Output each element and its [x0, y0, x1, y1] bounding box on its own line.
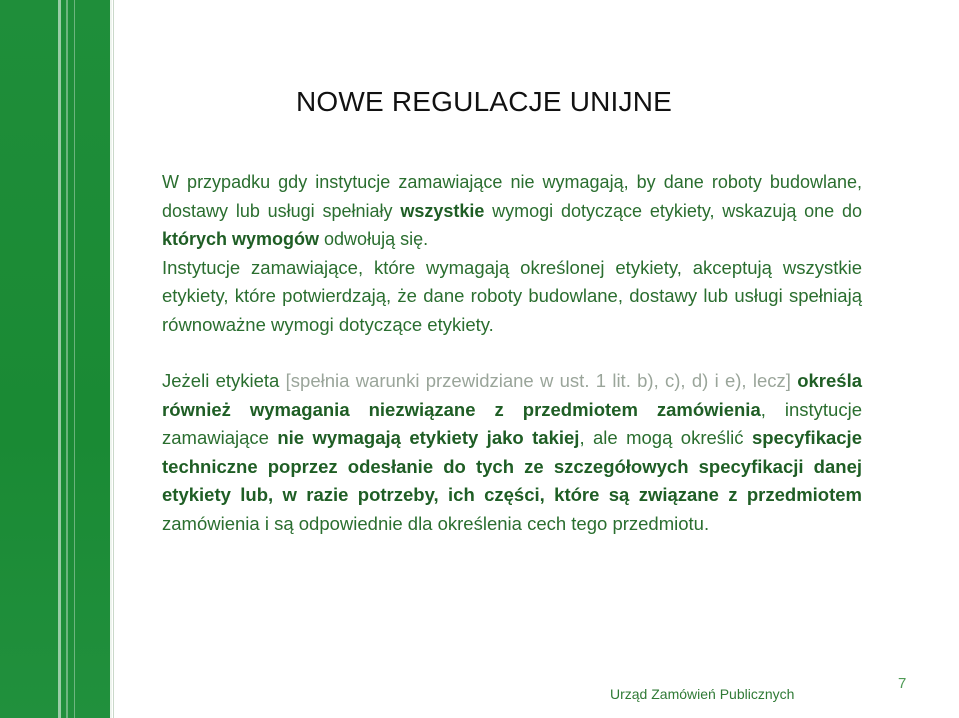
- text-run: , instytucje zamawiające: [162, 398, 862, 448]
- page-number: 7: [898, 675, 907, 692]
- text-run: Jeżeli etykieta: [162, 370, 286, 391]
- footer-organization: Urząd Zamówień Publicznych: [610, 686, 795, 702]
- text-run: wymogi dotyczące etykiety, wskazują one do: [484, 200, 862, 221]
- side-stripe: [113, 0, 114, 718]
- side-stripe: [74, 0, 75, 718]
- bold-run: określa również wymagania niezwiązane z przedmiotem zamówienia: [162, 370, 862, 420]
- side-decoration-bar: [0, 0, 110, 718]
- slide-title: NOWE REGULACJE UNIJNE: [296, 86, 673, 117]
- bold-run: wszystkie: [400, 200, 485, 221]
- paragraph-label-requirements: [162, 168, 862, 254]
- paragraph-label-unrelated-requirements: [162, 367, 862, 538]
- muted-run: [spełnia warunki przewidziane w ust. 1 lit. b), c), d) i e), lecz]: [285, 370, 791, 391]
- text-run: zamówienia i są odpowiednie dla określenia cech tego przedmiotu.: [162, 512, 710, 534]
- text-run: Instytucje zamawiające, które wymagają określonej etykiety, akceptują wszystkie etykiety, które potwierdzają, że dane roboty budowlane, dostawy lub usługi spełniają równoważne wymogi dotyczące etykiety.: [162, 256, 862, 335]
- bold-run: specyfikacje techniczne poprzez odesłanie do tych ze szczegółowych specyfikacji danej etykiety lub, w razie potrzeby, ich części, które są związane z przedmiotem: [162, 427, 862, 505]
- text-run: W przypadku gdy instytucje zamawiające nie wymagają, by dane roboty budowlane, dostawy lub usługi spełniały: [162, 172, 862, 221]
- text-run: , ale mogą określić: [579, 427, 752, 448]
- side-stripe: [66, 0, 68, 718]
- bold-run: których wymogów: [162, 229, 320, 249]
- slide-body: [162, 168, 862, 538]
- side-stripe: [110, 0, 112, 718]
- paragraph-label-equivalence: [162, 254, 862, 340]
- side-stripe: [58, 0, 61, 718]
- text-run: odwołują się.: [319, 229, 429, 249]
- bold-run: nie wymagają etykiety jako takiej: [277, 427, 580, 448]
